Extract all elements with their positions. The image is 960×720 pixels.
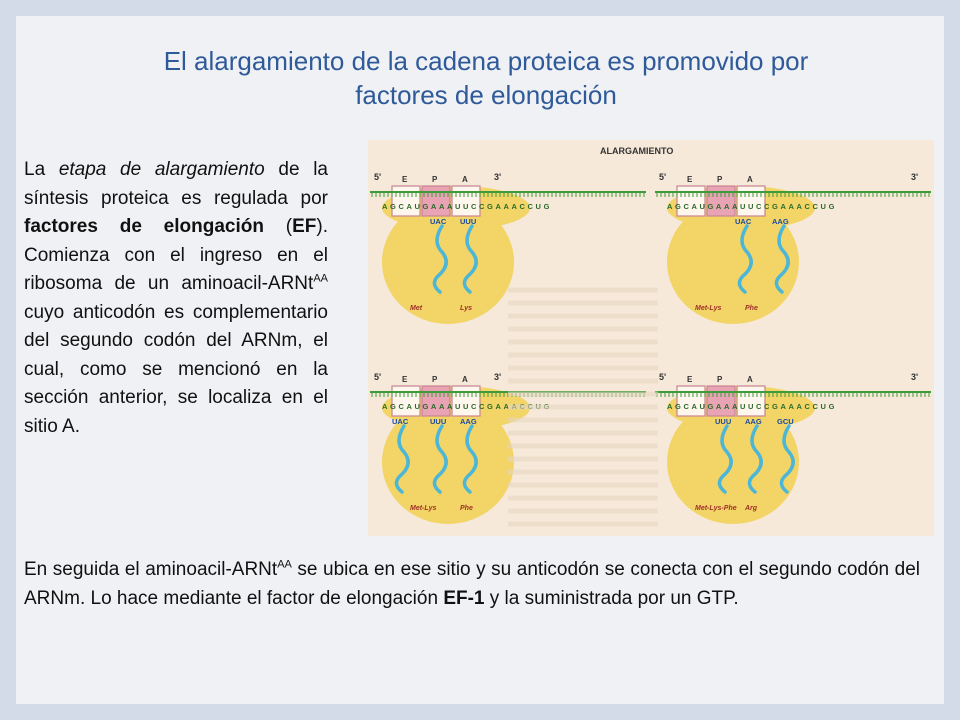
trna-anticodon: UUU (430, 417, 447, 426)
ribosome-site-label: P (717, 375, 723, 384)
trna-anticodon: UAC (735, 217, 752, 226)
bold-abbrev: EF (292, 216, 317, 237)
amino-acid-label: Met (410, 305, 423, 312)
ribosome-site-box (737, 186, 765, 216)
amino-acid-label: Met-Lys-Phe (695, 505, 737, 512)
mrna-5-prime-label: 5' (659, 372, 667, 382)
mrna-sequence: AGCAUGAAAUUCCGAAACCUG (382, 202, 553, 211)
bold-term: factores de elongación (24, 216, 264, 237)
amino-acid-label: Met-Lys (410, 505, 437, 512)
trna-anticodon: GCU (777, 417, 794, 426)
ribosome-site-box (452, 386, 480, 416)
ribosome-site-label: A (747, 175, 753, 184)
ribosome-site-box (707, 386, 735, 416)
mrna-3-prime-label: 3' (494, 172, 502, 182)
trna-anticodon: AAG (772, 217, 789, 226)
ribosome-site-label: A (747, 375, 753, 384)
amino-acid-label: Phe (460, 505, 473, 512)
title-line-1: El alargamiento de la cadena proteica es promovido por (163, 46, 809, 76)
ribosome-site-box (707, 186, 735, 216)
amino-acid-label: Arg (745, 505, 758, 512)
trna-anticodon: AAG (745, 417, 762, 426)
ribosome-site-box (422, 186, 450, 216)
text-run: cuyo anticodón es complementario del segundo codón del ARNm, el cual, como se mencionó en la sección anterior, se localiza en el sitio A. (24, 301, 328, 437)
trna-anticodon: UUU (715, 417, 732, 426)
elongation-diagram (368, 140, 934, 536)
elongation-figure (368, 140, 934, 536)
mrna-5-prime-label: 5' (659, 172, 667, 182)
trna-anticodon: UUU (460, 217, 477, 226)
bold-term: EF-1 (443, 588, 485, 609)
text-run: de la síntesis proteica es regulada por (24, 159, 328, 209)
superscript: AA (313, 272, 328, 285)
ribosome-site-box (677, 186, 705, 216)
ribosome-site-label: E (402, 375, 408, 384)
amino-acid-label: Met-Lys (695, 305, 722, 312)
ribosome-site-label: E (402, 175, 408, 184)
italic-term: etapa de alargamiento (58, 159, 265, 180)
ribosome-site-label: A (462, 375, 468, 384)
ribosome-site-box (677, 386, 705, 416)
ribosome-site-label: P (717, 175, 723, 184)
mrna-5-prime-label: 5' (374, 172, 382, 182)
mrna-sequence: AGCAUGAAAUUCCGAAACCUG (382, 402, 553, 411)
trna-anticodon: AAG (460, 417, 477, 426)
ribosome-site-label: E (687, 175, 693, 184)
ribosome-site-box (422, 386, 450, 416)
ribosome-site-box (737, 386, 765, 416)
figure-heading: ALARGAMIENTO (600, 146, 674, 156)
followup-paragraph (24, 555, 920, 613)
mrna-3-prime-label: 3' (911, 172, 919, 182)
text-run: ). Comienza con el ingreso en el ribosoma de un aminoacil-ARNt (24, 216, 328, 294)
intro-paragraph (24, 156, 328, 441)
mrna-sequence: AGCAUGAAAUUCCGAAACCUG (667, 202, 838, 211)
text-run: y la suministrada por un GTP. (484, 588, 739, 609)
amino-acid-label: Lys (460, 305, 473, 312)
mrna-3-prime-label: 3' (494, 372, 502, 382)
text-run: ( (263, 216, 293, 237)
trna-anticodon: UAC (430, 217, 447, 226)
ribosome-site-box (452, 186, 480, 216)
ribosome-site-label: A (462, 175, 468, 184)
title-line-2: factores de elongación (355, 80, 617, 110)
slide-title (106, 44, 866, 112)
amino-acid-label: Phe (745, 305, 758, 312)
text-run: En seguida el aminoacil-ARNt (24, 559, 278, 580)
text-run: La (24, 159, 59, 180)
ribosome-site-label: P (432, 375, 438, 384)
mrna-sequence: AGCAUGAAAUUCCGAAACCUG (667, 402, 838, 411)
ribosome-site-label: E (687, 375, 693, 384)
trna-anticodon: UAC (392, 417, 409, 426)
mrna-5-prime-label: 5' (374, 372, 382, 382)
superscript: AA (277, 558, 292, 571)
mrna-3-prime-label: 3' (911, 372, 919, 382)
ribosome-site-box (392, 186, 420, 216)
text-run: se ubica en ese sitio y su anticodón se conecta con el segundo codón del ARNm. Lo hace mediante el factor de elongación (24, 559, 920, 609)
slide (16, 16, 944, 704)
ribosome-site-label: P (432, 175, 438, 184)
ribosome-site-box (392, 386, 420, 416)
